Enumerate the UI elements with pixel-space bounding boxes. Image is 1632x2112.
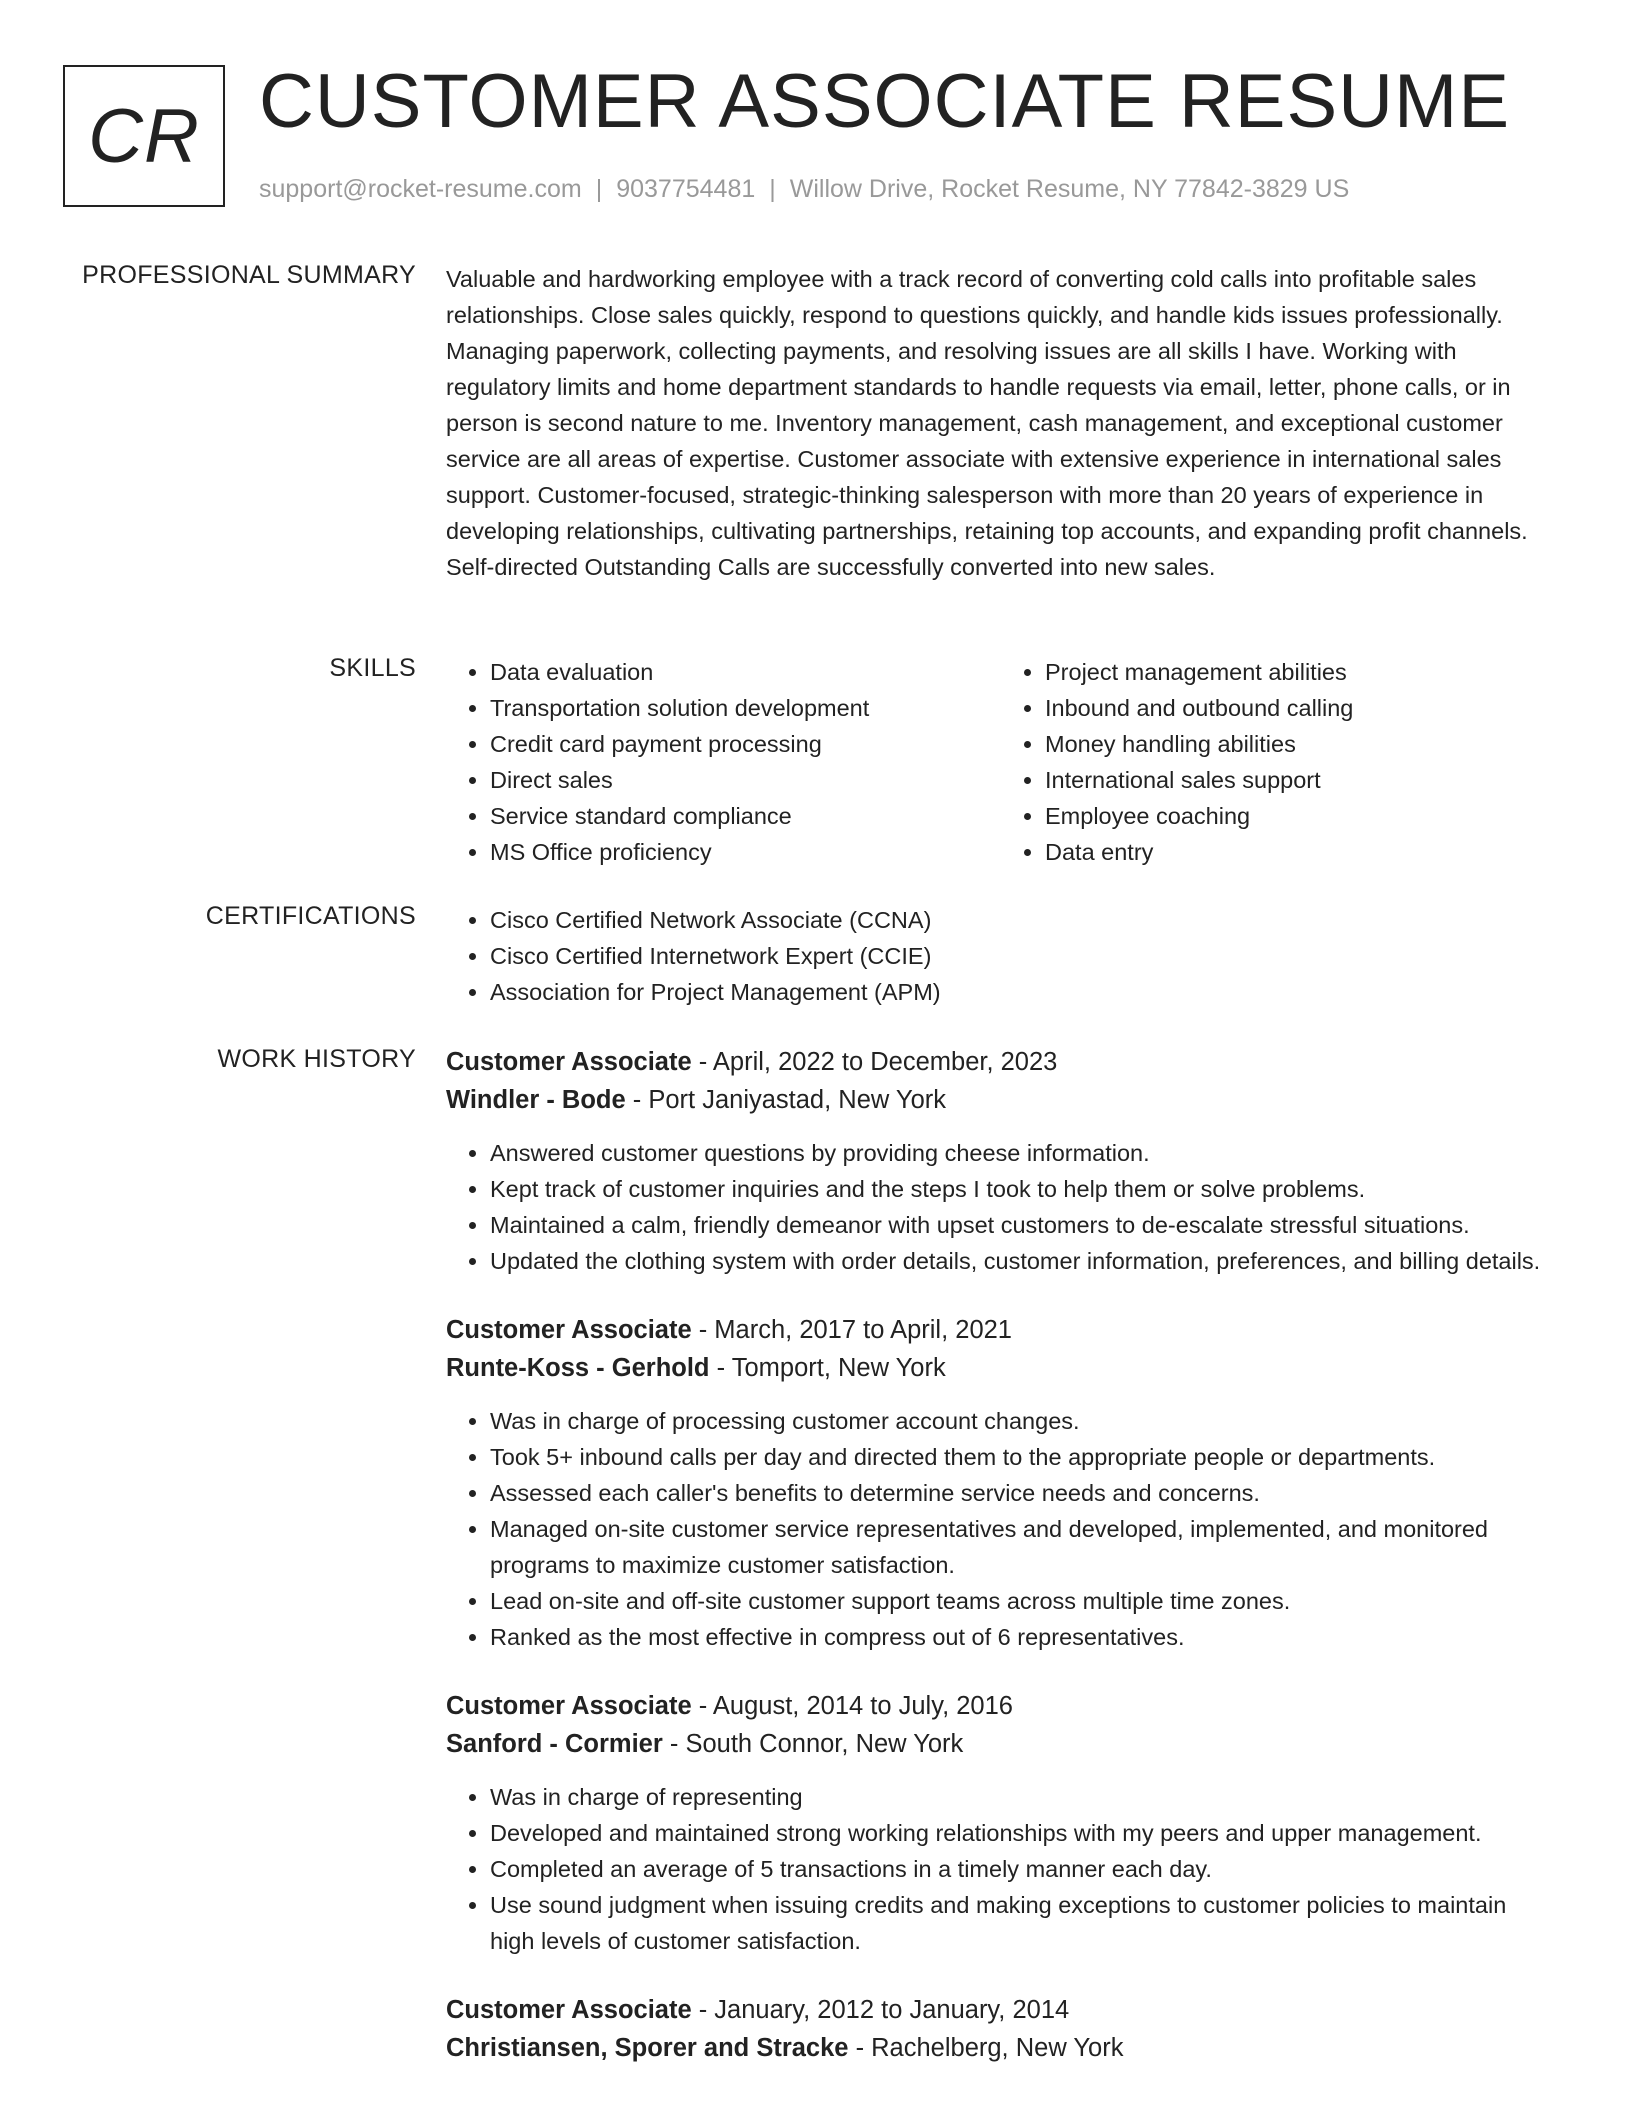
- job-title: Customer Associate: [446, 1048, 692, 1076]
- skill-item: • MS Office proficiency: [490, 834, 1001, 870]
- duty-item: • Developed and maintained strong working relationships with my peers and upper management.: [490, 1815, 1556, 1851]
- summary-text: Valuable and hardworking employee with a track record of converting cold calls into profitable sales relationships. Close sales quickly, respond to questions quickly, and handle kids issues professionally. Managing paperwork, collecting payments, and resolving issues are all skills I have. Working with regulatory limits and home department standards to handle requests via email, letter, phone calls, or in person is second nature to me. Inventory management, cash management, and exceptional customer service are all areas of expertise. Customer associate with extensive experience in international sales support. Customer-focused, strategic-thinking salesperson with more than 20 years of experience in developing relationships, cultivating partnerships, retaining top accounts, and expanding profit channels. Self-directed Outstanding Calls are successfully converted into new sales.: [446, 266, 1528, 580]
- job-title-line: [446, 1991, 1556, 2029]
- job-company-line: [446, 2029, 1556, 2067]
- company-name: Windler - Bode: [446, 1086, 626, 1114]
- certification-item: • Cisco Certified Network Associate (CCNA): [490, 902, 1556, 938]
- skill-item: • Inbound and outbound calling: [1045, 690, 1556, 726]
- skills-list-right: [1001, 654, 1556, 870]
- job-entry: [446, 1991, 1556, 2067]
- job-duties: [446, 1779, 1556, 1959]
- duty-item: • Was in charge of representing: [490, 1779, 1556, 1815]
- job-title: Customer Associate: [446, 1996, 692, 2024]
- duty-item: • Was in charge of processing customer account changes.: [490, 1403, 1556, 1439]
- duty-item: • Answered customer questions by providing cheese information.: [490, 1135, 1556, 1171]
- duty-item: • Updated the clothing system with order details, customer information, preferences, and billing details.: [490, 1243, 1556, 1279]
- company-name: Runte-Koss - Gerhold: [446, 1354, 710, 1382]
- job-title-line: [446, 1043, 1556, 1081]
- duty-item: • Ranked as the most effective in compress out of 6 representatives.: [490, 1619, 1556, 1655]
- skill-item: • Project management abilities: [1045, 654, 1556, 690]
- job-entry: [446, 1043, 1556, 1279]
- job-company-line: [446, 1081, 1556, 1119]
- skill-item: • Employee coaching: [1045, 798, 1556, 834]
- duty-item: • Completed an average of 5 transactions in a timely manner each day.: [490, 1851, 1556, 1887]
- job-entry: [446, 1687, 1556, 1959]
- job-title-line: [446, 1687, 1556, 1725]
- job-dates: - August, 2014 to July, 2016: [691, 1692, 1013, 1720]
- company-name: Christiansen, Sporer and Stracke: [446, 2034, 849, 2062]
- address: Willow Drive, Rocket Resume, NY 77842-3829 US: [789, 175, 1350, 203]
- duty-item: • Managed on-site customer service representatives and developed, implemented, and monitored programs to maximize customer satisfaction.: [490, 1511, 1556, 1583]
- skill-item: • Transportation solution development: [490, 690, 1001, 726]
- email-link[interactable]: support@rocket-resume.com: [259, 175, 582, 203]
- skill-item: • Service standard compliance: [490, 798, 1001, 834]
- skill-item: • Data evaluation: [490, 654, 1001, 690]
- job-location: - Rachelberg, New York: [848, 2034, 1124, 2062]
- skill-item: • Credit card payment processing: [490, 726, 1001, 762]
- skill-item: • Direct sales: [490, 762, 1001, 798]
- work-history-heading: WORK HISTORY: [217, 1045, 416, 1073]
- job-title-line: [446, 1311, 1556, 1349]
- job-company-line: [446, 1349, 1556, 1387]
- job-location: - South Connor, New York: [662, 1730, 964, 1758]
- duty-item: • Use sound judgment when issuing credits and making exceptions to customer policies to maintain high levels of customer satisfaction.: [490, 1887, 1556, 1959]
- skill-item: • International sales support: [1045, 762, 1556, 798]
- separator: |: [595, 175, 603, 203]
- job-duties: [446, 1403, 1556, 1655]
- skill-item: • Money handling abilities: [1045, 726, 1556, 762]
- duty-item: • Kept track of customer inquiries and the steps I took to help them or solve problems.: [490, 1171, 1556, 1207]
- job-title: Customer Associate: [446, 1692, 692, 1720]
- job-location: - Tomport, New York: [709, 1354, 946, 1382]
- job-duties: [446, 1135, 1556, 1279]
- duty-item: • Lead on-site and off-site customer support teams across multiple time zones.: [490, 1583, 1556, 1619]
- skills-heading: SKILLS: [329, 654, 416, 682]
- job-location: - Port Janiyastad, New York: [625, 1086, 947, 1114]
- job-dates: - January, 2012 to January, 2014: [691, 1996, 1070, 2024]
- separator: |: [769, 175, 776, 203]
- skills-list-left: [446, 654, 1001, 870]
- certification-item: • Cisco Certified Internetwork Expert (CCIE): [490, 938, 1556, 974]
- job-dates: - April, 2022 to December, 2023: [691, 1048, 1058, 1076]
- certifications-list: [446, 902, 1556, 1010]
- duty-item: • Took 5+ inbound calls per day and directed them to the appropriate people or departments.: [490, 1439, 1556, 1475]
- certifications-heading: CERTIFICATIONS: [205, 902, 416, 930]
- phone-number: 9037754481: [616, 175, 756, 203]
- job-company-line: [446, 1725, 1556, 1763]
- job-title: Customer Associate: [446, 1316, 692, 1344]
- contact-line: [259, 175, 1349, 204]
- job-dates: - March, 2017 to April, 2021: [691, 1316, 1012, 1344]
- duty-item: • Assessed each caller's benefits to determine service needs and concerns.: [490, 1475, 1556, 1511]
- summary-heading: PROFESSIONAL SUMMARY: [82, 261, 416, 289]
- certification-item: • Association for Project Management (APM): [490, 974, 1556, 1010]
- company-name: Sanford - Cormier: [446, 1730, 663, 1758]
- job-entry: [446, 1311, 1556, 1655]
- resume-title: CUSTOMER ASSOCIATE RESUME: [259, 59, 1511, 144]
- monogram-logo: CR: [63, 65, 225, 207]
- duty-item: • Maintained a calm, friendly demeanor with upset customers to de-escalate stressful situations.: [490, 1207, 1556, 1243]
- skill-item: • Data entry: [1045, 834, 1556, 870]
